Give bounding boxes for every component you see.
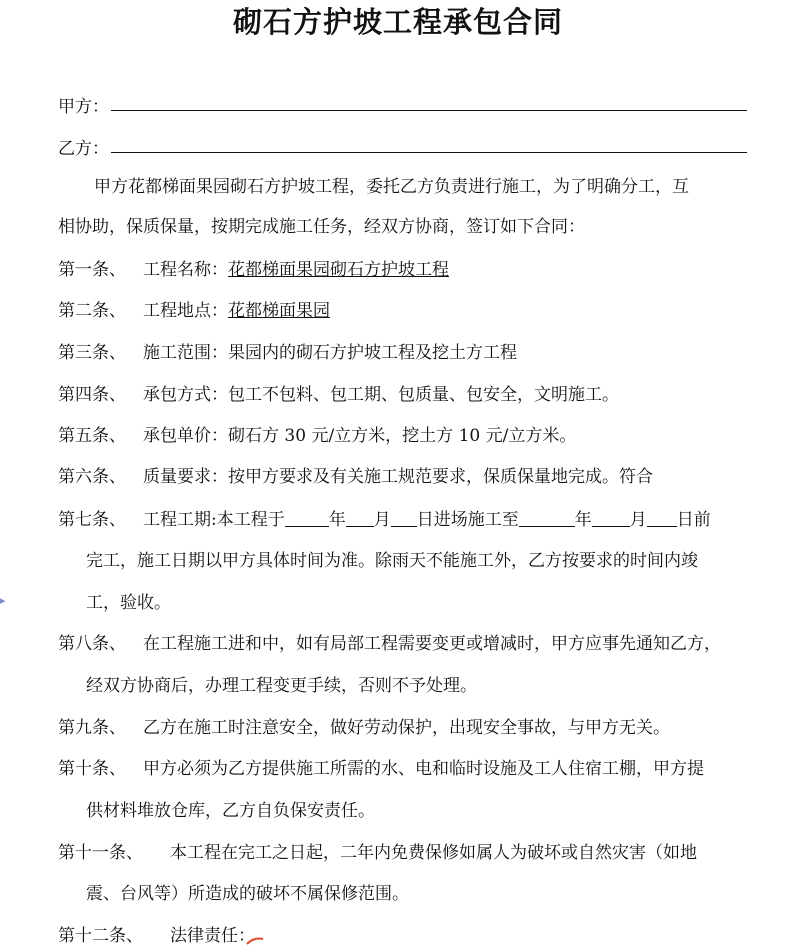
- article-number: 第五条、: [58, 426, 126, 446]
- start-day-blank[interactable]: [391, 510, 417, 527]
- article-number: 第十一条、: [58, 843, 143, 863]
- intro-line-1: 甲方花都梯面果园砌石方护坡工程，委托乙方负责进行施工，为了明确分工，互: [94, 177, 689, 197]
- article-12: [58, 925, 255, 947]
- article-text: 本工程在完工之日起，二年内免费保修如属人为破坏或自然灾害（如地: [170, 843, 697, 863]
- month-label: 月: [373, 510, 391, 530]
- article-text: 承包方式：包工不包料、包工期、包质量、包安全，文明施工。: [143, 385, 619, 405]
- article-number: 第四条、: [58, 385, 126, 405]
- party-a-blank[interactable]: [111, 110, 747, 111]
- month-label: 月: [629, 510, 647, 530]
- end-day-blank[interactable]: [647, 510, 677, 527]
- article-11-line-2: 震、台风等）所造成的破坏不属保修范围。: [86, 884, 409, 904]
- start-year-blank[interactable]: [285, 510, 329, 527]
- end-month-blank[interactable]: [592, 510, 630, 527]
- article-9: [58, 717, 670, 739]
- year-label: 年: [574, 510, 592, 530]
- article-7-line-2: 完工，施工日期以甲方具体时间为准。除雨天不能施工外，乙方按要求的时间内竣: [86, 551, 698, 571]
- article-8-line-1: [58, 633, 721, 655]
- article-label: 工程地点：: [143, 301, 228, 321]
- article-3: [58, 342, 517, 364]
- article-5: [58, 425, 576, 447]
- article-text: 承包单价：砌石方 30 元/立方米，挖土方 10 元/立方米。: [143, 426, 577, 446]
- day-start-label: 日进场施工至: [416, 510, 519, 530]
- article-text: 在工程施工进和中，如有局部工程需要变更或增减时，甲方应事先通知乙方，: [143, 634, 721, 654]
- article-1: [58, 259, 449, 281]
- day-end-label: 日前: [676, 510, 711, 530]
- article-7-line-3: 工，验收。: [86, 593, 171, 613]
- article-number: 第二条、: [58, 301, 126, 321]
- article-number: 第七条、: [58, 510, 126, 530]
- project-name: 花都梯面果园砌石方护坡工程: [228, 260, 449, 280]
- start-month-blank[interactable]: [346, 510, 374, 527]
- article-text: 工程工期:本工程于: [143, 510, 285, 530]
- article-number: 第一条、: [58, 260, 126, 280]
- article-2: [58, 300, 330, 322]
- paragraph-marker-icon[interactable]: ▸: [0, 594, 6, 607]
- article-text: 施工范围：果园内的砌石方护坡工程及挖土方工程: [143, 343, 517, 363]
- article-10-line-1: [58, 758, 704, 780]
- article-10-line-2: 供材料堆放仓库，乙方自负保安责任。: [86, 801, 375, 821]
- article-8-line-2: 经双方协商后，办理工程变更手续，否则不予处理。: [86, 676, 477, 696]
- article-text: 质量要求：按甲方要求及有关施工规范要求，保质保量地完成。符合: [143, 467, 653, 487]
- article-number: 第十二条、: [58, 926, 143, 946]
- article-4: [58, 384, 619, 406]
- article-11-line-1: [58, 842, 697, 864]
- intro-line-2: 相协助，保质保量，按期完成施工任务，经双方协商，签订如下合同：: [58, 217, 585, 237]
- article-number: 第十条、: [58, 759, 126, 779]
- article-6: [58, 466, 653, 488]
- article-7-line-1: [58, 509, 711, 531]
- article-number: 第六条、: [58, 467, 126, 487]
- article-text: 法律责任：: [170, 926, 255, 946]
- article-text: 乙方在施工时注意安全，做好劳动保护，出现安全事故，与甲方无关。: [143, 718, 670, 738]
- article-number: 第八条、: [58, 634, 126, 654]
- article-label: 工程名称：: [143, 260, 228, 280]
- project-location: 花都梯面果园: [228, 301, 330, 321]
- red-ink-mark: [246, 935, 264, 945]
- article-number: 第九条、: [58, 718, 126, 738]
- article-text: 甲方必须为乙方提供施工所需的水、电和临时设施及工人住宿工棚，甲方提: [143, 759, 704, 779]
- party-a-label: 甲方：: [58, 97, 109, 117]
- party-b-blank[interactable]: [111, 152, 747, 153]
- party-b-label: 乙方：: [58, 139, 109, 159]
- end-year-blank[interactable]: [519, 510, 575, 527]
- year-label: 年: [328, 510, 346, 530]
- document-title: 砌石方护坡工程承包合同: [232, 5, 563, 39]
- article-number: 第三条、: [58, 343, 126, 363]
